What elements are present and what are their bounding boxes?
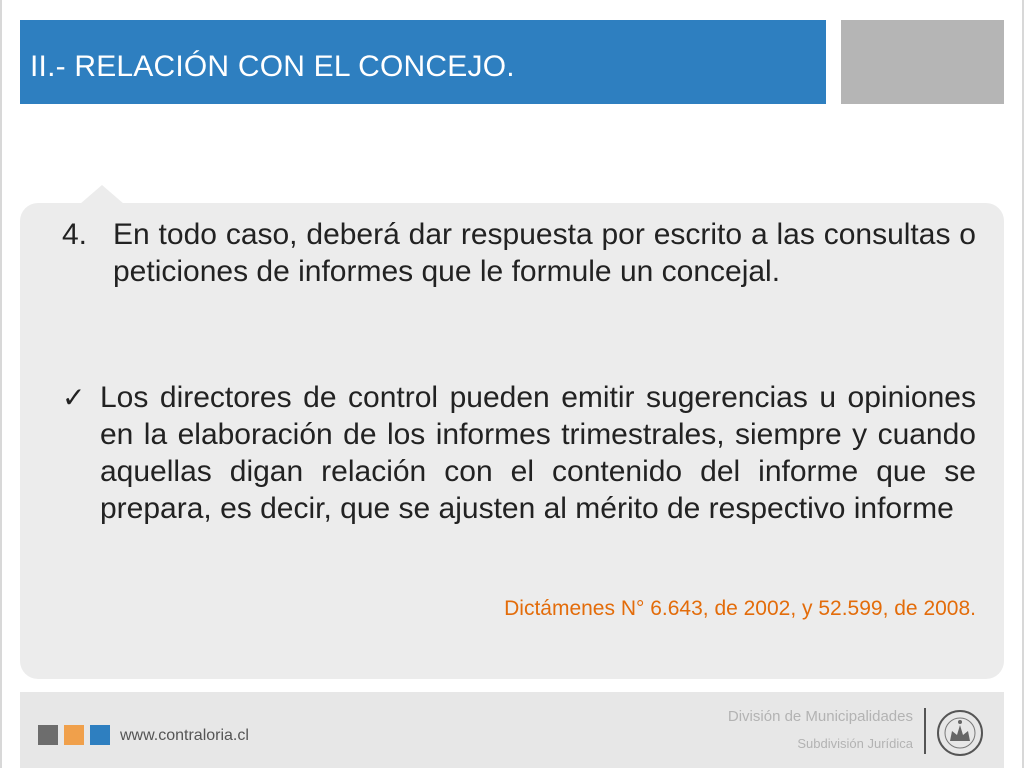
left-edge-line [0,0,2,768]
contraloria-seal-icon [936,709,984,757]
subdivision-label: Subdivisión Jurídica [797,736,913,751]
footer-square-gray [38,725,58,745]
legal-reference: Dictámenes N° 6.643, de 2002, y 52.599, de 2008. [504,597,976,620]
item-text: En todo caso, deberá dar respuesta por escrito a las consultas o peticiones de informes que le formule un concejal. [113,218,976,288]
checkmark-item [62,379,976,527]
footer-square-blue [90,725,110,745]
division-label: División de Municipalidades [727,708,913,725]
numbered-item-4 [62,216,976,290]
page-title: II.- RELACIÓN CON EL CONCEJO. [30,50,515,83]
checkmark-icon: ✓ [62,382,86,413]
checkmark-item-text: Los directores de control pueden emitir sugerencias u opiniones en la elaboración de los informes trimestrales, siempre y cuando aquellas digan relación con el contenido del informe que se prepara, es decir, que se ajusten al mérito de respectivo informe [100,381,976,525]
item-number: 4. [62,218,88,251]
website-link[interactable]: www.contraloria.cl [120,727,249,744]
header-accent-box [841,20,1004,104]
footer-square-orange [64,725,84,745]
panel-notch [80,185,124,204]
footer-divider [924,708,926,754]
title-bar [20,20,826,104]
